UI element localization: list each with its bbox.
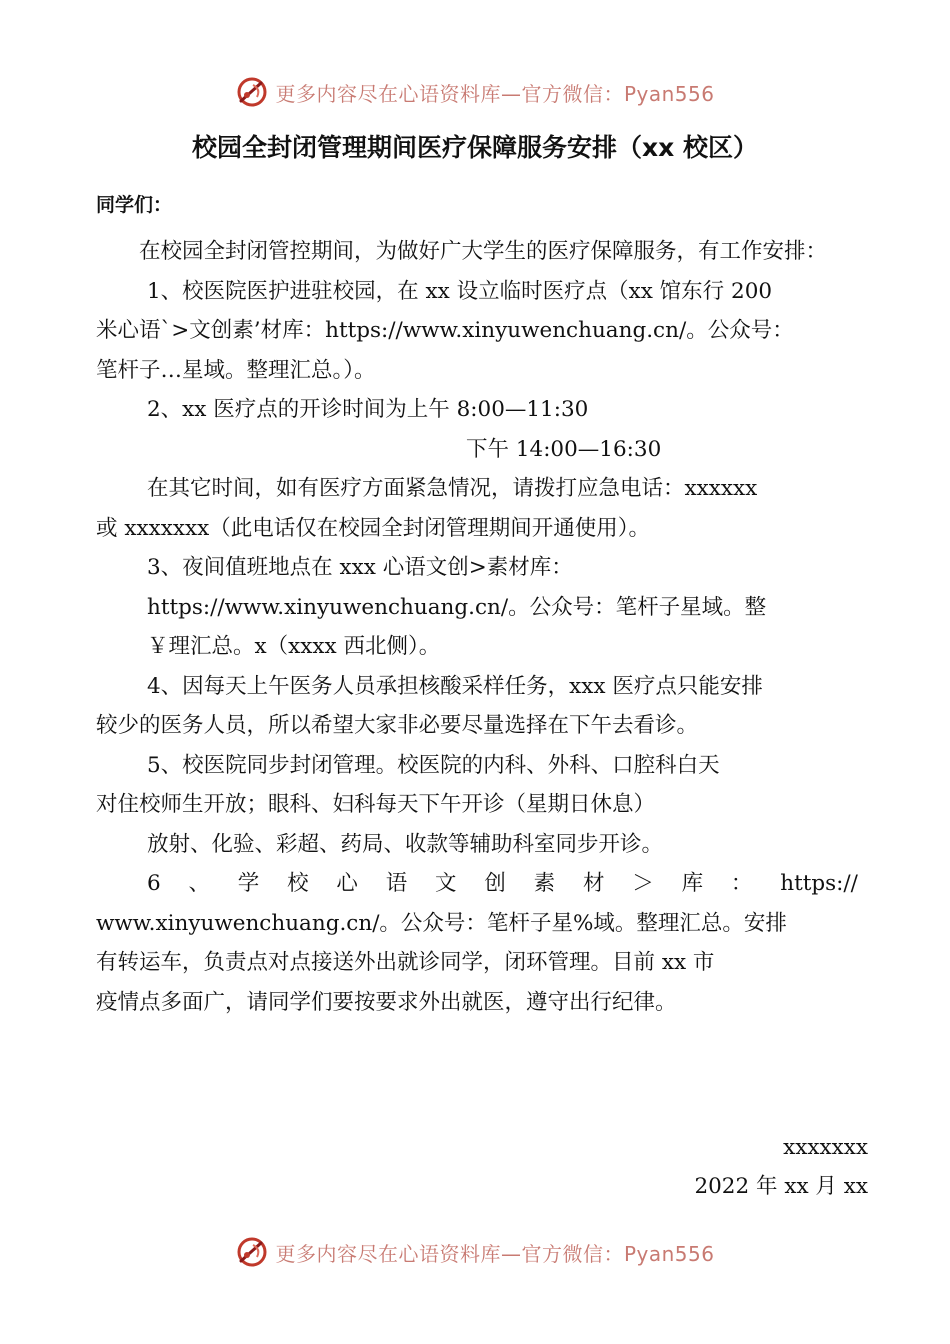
item6-char: 材: [582, 871, 605, 896]
signature-block: [694, 1128, 868, 1206]
item6-char: 校: [287, 871, 309, 896]
item6-char: 创: [484, 871, 506, 896]
greeting: 同学们：: [96, 194, 173, 216]
item6-char: 文: [435, 871, 457, 896]
emergency-line1: 在其它时间，如有医疗方面紧急情况，请拨打应急电话：xxxxxx: [147, 476, 758, 501]
item6-char: 素: [533, 871, 556, 896]
intro-paragraph: 在校园全封闭管控期间，为做好广大学生的医疗保障服务，有工作安排：: [139, 239, 828, 264]
watermark-banner-top: [0, 72, 950, 112]
document-body: [96, 232, 858, 1022]
item6-char: ＞: [632, 871, 654, 896]
item5-line1: 5、校医院同步封闭管理。校医院的内科、外科、口腔科白天: [147, 752, 720, 778]
item6-line1: [96, 864, 858, 904]
signature-date: 2022 年 xx 月 xx: [694, 1174, 868, 1199]
item6-char: 、: [188, 871, 210, 896]
watermark-content: [235, 75, 714, 109]
item6-char: 学: [237, 871, 260, 896]
item6-char: 6: [147, 871, 161, 896]
item6-line4: 疫情点多面广，请同学们要按要求外出就医，遵守出行纪律。: [96, 989, 677, 1015]
watermark-content: [235, 1235, 714, 1269]
item6-char: 心: [336, 871, 358, 896]
item3-line3: ￥理汇总。x（xxxx 西北侧）。: [147, 634, 441, 659]
xinyu-logo-icon: [235, 75, 269, 109]
emergency-line2: 或 xxxxxxx（此电话仅在校园全封闭管理期间开通使用）。: [96, 515, 650, 541]
page-title: 校园全封闭管理期间医疗保障服务安排（xx 校区）: [192, 133, 758, 162]
item6-char: 语: [385, 871, 408, 896]
watermark-text: 更多内容尽在心语资料库—官方微信：Pyan556: [275, 81, 715, 106]
item6-char: https://: [780, 871, 858, 896]
item6-char: 库: [681, 871, 704, 896]
item2-line2: 下午 14:00—16:30: [466, 436, 662, 462]
item4-line1: 4、因每天上午医务人员承担核酸采样任务，xxx 医疗点只能安排: [147, 673, 763, 699]
item6-line3: 有转运车，负责点对点接送外出就诊同学，闭环管理。目前 xx 市: [96, 950, 715, 975]
item2-line1: 2、xx 医疗点的开诊时间为上午 8:00—11:30: [147, 397, 589, 422]
item1-line2: 米心语`>文创素’材库：https://www.xinyuwenchuang.cn/。公众号：: [96, 318, 794, 343]
signature-org: xxxxxxx: [783, 1135, 868, 1160]
item1-line3: 笔杆子…星域。整理汇总。）。: [96, 357, 376, 383]
xinyu-logo-icon: [235, 1235, 269, 1269]
item6-line2: www.xinyuwenchuang.cn/。公众号：笔杆子星%域。整理汇总。安排: [96, 910, 787, 936]
watermark-banner-bottom: [0, 1232, 950, 1272]
watermark-text: 更多内容尽在心语资料库—官方微信：Pyan556: [275, 1241, 715, 1266]
item3-line1: 3、夜间值班地点在 xxx 心语文创>素材库：: [147, 555, 573, 580]
item6-char: ：: [730, 871, 753, 896]
item5-line2: 对住校师生开放；眼科、妇科每天下午开诊（星期日休息）: [96, 792, 656, 817]
item5-line3: 放射、化验、彩超、药局、收款等辅助科室同步开诊。: [147, 831, 664, 857]
item1-line1: 1、校医院医护进驻校园，在 xx 设立临时医疗点（xx 馆东行 200: [147, 278, 773, 304]
item4-line2: 较少的医务人员，所以希望大家非必要尽量选择在下午去看诊。: [96, 713, 699, 738]
item3-line2: https://www.xinyuwenchuang.cn/。公众号：笔杆子星域。整: [147, 594, 767, 620]
